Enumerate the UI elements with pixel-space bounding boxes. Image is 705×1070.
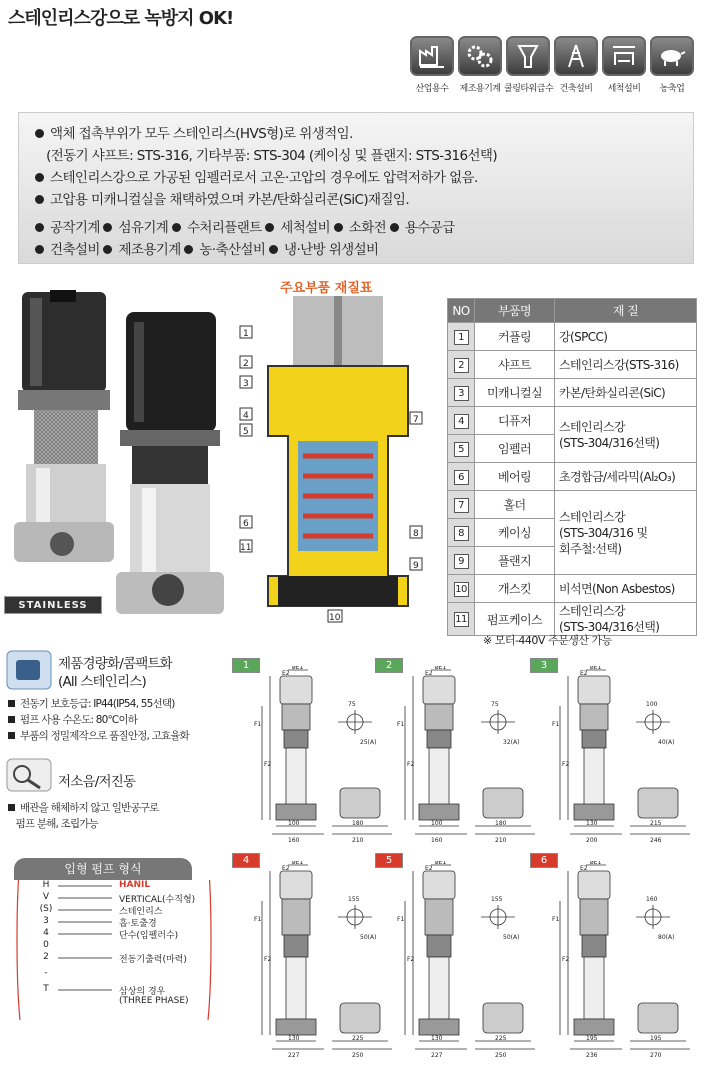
label-e2: E2	[425, 865, 433, 872]
section1-list	[8, 696, 189, 744]
flange-size: 80(A)	[658, 934, 675, 941]
flange-size: 32(A)	[503, 739, 520, 746]
list-item: 부품의 정밀제작으로 품질안정, 고효율화	[8, 728, 189, 744]
drawing-number-2: 2	[375, 658, 403, 673]
table-row: 3 미캐니컬실 카본/탄화실리콘(SiC)	[448, 379, 697, 407]
app-washing: 세척설비	[600, 36, 648, 94]
dim-d4: 250	[352, 1052, 364, 1059]
feature-line: (전동기 샤프트: STS-316, 기타부품: STS-304 (케이싱 및 플랜지: STS-316선택)	[46, 148, 497, 164]
table-row: 6 베어링 초경합금/세라믹(Al₂O₃)	[448, 463, 697, 491]
label-e1: øE1	[292, 666, 304, 671]
section2-list	[8, 800, 158, 832]
gears-icon	[458, 36, 502, 76]
flange-width: 100	[646, 701, 658, 708]
label-f1: F1	[552, 916, 560, 923]
label-f2: F2	[407, 956, 415, 963]
model-title: 입형 펌프 형식	[14, 858, 192, 880]
feature-uses-1: 공작기계 섬유기계 수처리플랜트 세척설비 소화전 용수공급	[35, 217, 693, 239]
motor-icon	[6, 650, 52, 690]
feature-uses-2: 건축설비 제조용기계 농·축산설비 냉·난방 위생설비	[35, 239, 693, 261]
svg-text:6: 6	[243, 519, 249, 529]
materials-table	[447, 298, 697, 636]
svg-text:5: 5	[243, 427, 249, 437]
dimension-drawing-1	[252, 666, 405, 846]
table-row: 10 개스킷 비석면(Non Asbestos)	[448, 575, 697, 603]
dimension-drawing-6	[550, 861, 700, 1061]
label-e2: E2	[580, 670, 588, 677]
label-e1: øE1	[435, 861, 447, 866]
table-row: 5 임펠러	[448, 435, 697, 463]
flange-width: 155	[491, 896, 503, 903]
section1-subhead: (All 스테인리스)	[58, 674, 146, 690]
list-item: 펌프 사용 수온도: 80℃이하	[8, 712, 189, 728]
label-e2: E2	[282, 865, 290, 872]
factory-icon	[410, 36, 454, 76]
table-header: NO 부품명 재 질	[448, 299, 697, 323]
app-cooling-tower: 쿨링타워급수	[504, 36, 552, 94]
dim-d3: 180	[352, 820, 364, 827]
label-e2: E2	[282, 670, 290, 677]
table-row: 1 커플링 강(SPCC)	[448, 323, 697, 351]
label-e1: øE1	[590, 666, 602, 671]
label-f1: F1	[552, 721, 560, 728]
section1-head: 제품경량화/콤팩트화	[58, 656, 172, 672]
dimension-drawing-2	[395, 666, 545, 846]
materials-title: 주요부품 재질표	[280, 281, 373, 296]
dim-d4: 250	[495, 1052, 507, 1059]
label-f1: F1	[254, 721, 262, 728]
label-e1: øE1	[590, 861, 602, 866]
table-row: 4 디퓨저 스테인리스강 (STS-304/316선택)	[448, 407, 697, 435]
svg-text:8: 8	[413, 529, 419, 539]
label-f1: F1	[397, 916, 405, 923]
dim-d3: 215	[650, 820, 662, 827]
cooling-tower-icon	[506, 36, 550, 76]
model-legend: H HANIL V VERTICAL(수직형) (S) 스테인리스 3 흡·토출경 4 단수(임펠러수) 0 2 전동기출력(마력) - T 삼상의 경우 (THREE PHASE)	[39, 880, 196, 1006]
page-title: 스테인리스강으로 녹방지 OK!	[8, 8, 234, 29]
dimension-drawing-4	[252, 861, 405, 1061]
application-icons	[408, 36, 700, 110]
label-f2: F2	[264, 956, 272, 963]
svg-text:10: 10	[329, 613, 341, 623]
flange-width: 75	[348, 701, 356, 708]
app-livestock: 농축업	[648, 36, 696, 94]
dim-d1: 130	[586, 820, 598, 827]
svg-text:7: 7	[413, 415, 419, 425]
table-row: 2 샤프트 스테인리스강(STS-316)	[448, 351, 697, 379]
label-e1: øE1	[435, 666, 447, 671]
drawing-number-1: 1	[232, 658, 260, 673]
motor-note: ※ 모터-440V 주문생산 가능	[483, 634, 612, 647]
features-panel	[18, 112, 694, 264]
dim-d1: 195	[586, 1035, 598, 1042]
label-e2: E2	[580, 865, 588, 872]
label-f1: F1	[254, 916, 262, 923]
dim-d3: 180	[495, 820, 507, 827]
dim-d4: 210	[352, 837, 364, 844]
dimension-drawing-3	[550, 666, 700, 846]
list-item: 펌프 분해, 조립가능	[15, 818, 98, 830]
label-f2: F2	[562, 761, 570, 768]
svg-text:3: 3	[243, 379, 249, 389]
cross-section-diagram	[238, 296, 438, 626]
dim-d4: 270	[650, 1052, 662, 1059]
drawing-number-4: 4	[232, 853, 260, 868]
table-row: 11 펌프케이스 스테인리스강 (STS-304/316선택)	[448, 603, 697, 636]
table-row: 9 플랜지	[448, 547, 697, 575]
svg-text:9: 9	[413, 561, 419, 571]
label-f2: F2	[562, 956, 570, 963]
flange-width: 160	[646, 896, 658, 903]
drawing-number-5: 5	[375, 853, 403, 868]
dim-d1: 130	[288, 1035, 300, 1042]
dim-d3: 195	[650, 1035, 662, 1042]
dim-d1: 100	[288, 820, 300, 827]
label-f2: F2	[407, 761, 415, 768]
drawing-number-3: 3	[530, 658, 558, 673]
dim-d1: 130	[431, 1035, 443, 1042]
dim-d4: 210	[495, 837, 507, 844]
wrench-icon	[6, 758, 52, 792]
drawing-number-6: 6	[530, 853, 558, 868]
dim-d1: 100	[431, 820, 443, 827]
feature-line: 고압용 미캐니컬실을 채택하였으며 카본/탄화실리콘(SiC)재질임.	[35, 189, 693, 211]
list-item: 전동기 보호등급: IP44(IP54, 55선택)	[8, 696, 189, 712]
dim-d3: 225	[352, 1035, 364, 1042]
svg-text:2: 2	[243, 359, 249, 369]
section2-head: 저소음/저진동	[58, 774, 136, 790]
flange-size: 25(A)	[360, 739, 377, 746]
pig-icon	[650, 36, 694, 76]
app-building: 건축설비	[552, 36, 600, 94]
label-f2: F2	[264, 761, 272, 768]
feature-line: 스테인리스강으로 가공된 임펠러로서 고온·고압의 경우에도 압력저하가 없음.	[35, 167, 693, 189]
app-manufacturing: 제조용기계	[456, 36, 504, 94]
dim-d2: 160	[431, 837, 443, 844]
list-item: 배관을 해체하지 않고 일반공구로	[8, 800, 158, 816]
flange-width: 75	[491, 701, 499, 708]
dim-d2: 200	[586, 837, 598, 844]
flange-width: 155	[348, 896, 360, 903]
svg-text:11: 11	[240, 543, 252, 553]
svg-text:1: 1	[243, 329, 249, 339]
label-f1: F1	[397, 721, 405, 728]
table-row: 8 케이싱	[448, 519, 697, 547]
dimension-drawing-5	[395, 861, 545, 1061]
flange-size: 50(A)	[503, 934, 520, 941]
app-industrial-water: 산업용수	[408, 36, 456, 94]
dim-d2: 236	[586, 1052, 598, 1059]
feature-line: 액체 접촉부위가 모두 스테인리스(HVS형)로 위생적임.	[35, 123, 693, 145]
car-wash-icon	[602, 36, 646, 76]
dim-d2: 160	[288, 837, 300, 844]
table-row: 7 홀더 스테인리스강 (STS-304/316 및 회주철:선택)	[448, 491, 697, 519]
dim-d2: 227	[431, 1052, 443, 1059]
flange-size: 50(A)	[360, 934, 377, 941]
dim-d3: 225	[495, 1035, 507, 1042]
dim-d4: 246	[650, 837, 662, 844]
dim-d2: 227	[288, 1052, 300, 1059]
stainless-label: STAINLESS	[4, 596, 102, 614]
label-e2: E2	[425, 670, 433, 677]
svg-text:4: 4	[243, 411, 249, 421]
flange-size: 40(A)	[658, 739, 675, 746]
label-e1: øE1	[292, 861, 304, 866]
tower-icon	[554, 36, 598, 76]
pump-photo	[4, 282, 236, 617]
